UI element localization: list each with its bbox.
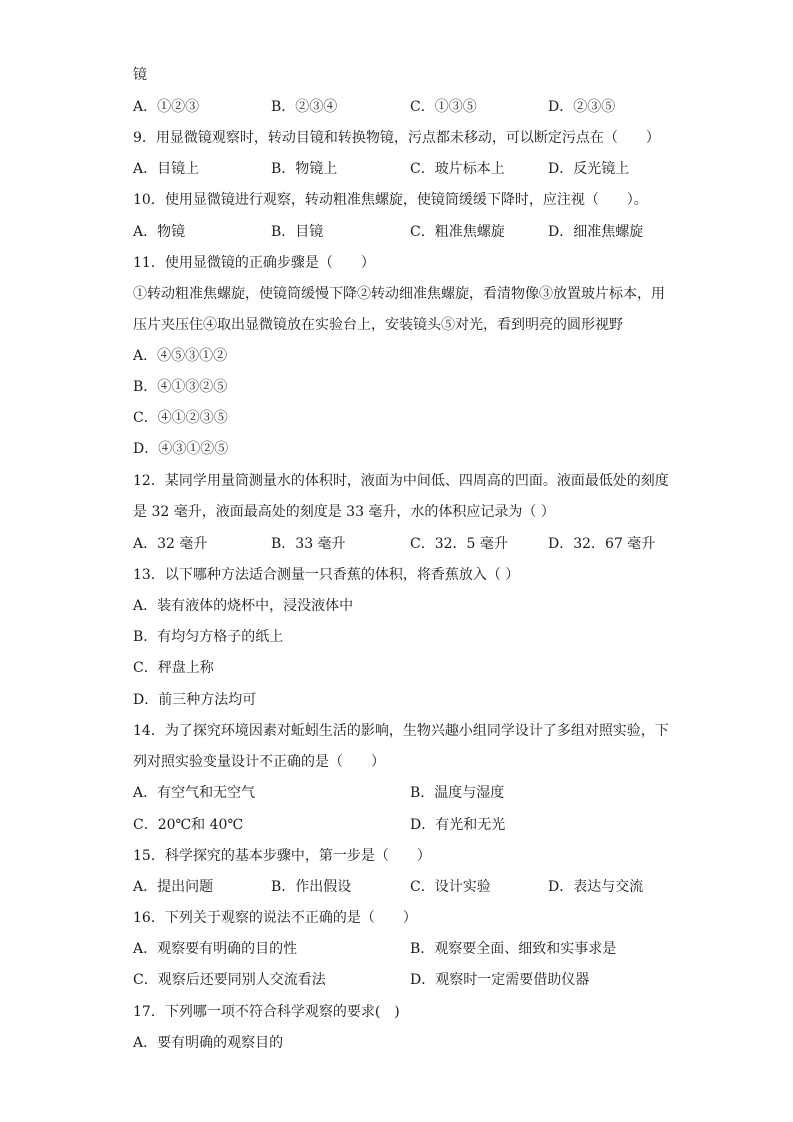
option-c: C．①③⑤ — [410, 99, 477, 115]
option-b: B．②③④ — [271, 99, 338, 115]
option-a: A．有空气和无空气 — [133, 785, 256, 801]
question-10-options — [133, 222, 693, 242]
option-b: B．观察要全面、细致和实事求是 — [410, 941, 617, 957]
question-11-option-b: B．④①③②⑤ — [133, 379, 228, 395]
option-d: D．32．67 毫升 — [548, 536, 656, 552]
option-b: B．物镜上 — [271, 161, 338, 177]
option-d: D．有光和无光 — [410, 817, 506, 833]
option-c: C．玻片标本上 — [410, 161, 505, 177]
option-b: B．作出假设 — [271, 879, 352, 895]
option-c: C．设计实验 — [410, 879, 491, 895]
question-15-stem: 15．科学探究的基本步骤中，第一步是（ ） — [133, 848, 431, 864]
question-17-option-a: A．要有明确的观察目的 — [133, 1035, 284, 1051]
question-13-option-d: D．前三种方法均可 — [133, 692, 257, 708]
option-a: A．提出问题 — [133, 879, 214, 895]
question-16-options-row-2 — [133, 970, 693, 990]
question-8-stem-fragment: 镜 — [133, 67, 147, 83]
option-c: C．32．5 毫升 — [410, 536, 508, 552]
question-10-stem: 10．使用显微镜进行观察，转动粗准焦螺旋，使镜筒缓缓下降时，应注视（ ）。 — [133, 192, 648, 208]
question-15-options — [133, 877, 693, 897]
question-9-stem: 9．用显微镜观察时，转动目镜和转换物镜，污点都未移动，可以断定污点在（ ） — [133, 130, 660, 146]
question-9-options — [133, 159, 693, 179]
question-13-option-b: B．有均匀方格子的纸上 — [133, 629, 284, 645]
option-b: B．温度与湿度 — [410, 785, 505, 801]
option-c: C．粗准焦螺旋 — [410, 224, 505, 240]
question-11-option-a: A．④⑤③①② — [133, 348, 228, 364]
option-a: A．观察要有明确的目的性 — [133, 941, 298, 957]
option-a: A．32 毫升 — [133, 536, 208, 552]
option-d: D．表达与交流 — [548, 879, 644, 895]
option-d: D．细准焦螺旋 — [548, 224, 644, 240]
option-b: B．目镜 — [271, 224, 324, 240]
question-12-options — [133, 534, 693, 554]
question-14-stem-line-2: 列对照实验变量设计不正确的是（ ） — [133, 754, 385, 770]
question-14-stem-line-1: 14．为了探究环境因素对蚯蚓生活的影响，生物兴趣小组同学设计了多组对照实验，下 — [133, 723, 669, 739]
option-c: C．20℃和 40℃ — [133, 817, 244, 833]
question-14-options-row-1 — [133, 783, 693, 803]
question-11-option-d: D．④③①②⑤ — [133, 441, 229, 457]
option-a: A．物镜 — [133, 224, 186, 240]
question-11-option-c: C．④①②③⑤ — [133, 410, 228, 426]
question-12-stem-line-2: 是 32 毫升，液面最高处的刻度是 33 毫升，水的体积应记录为（ ） — [133, 504, 555, 520]
question-14-options-row-2 — [133, 815, 693, 835]
option-d: D．②③⑤ — [548, 99, 616, 115]
option-d: D．观察时一定需要借助仪器 — [410, 972, 590, 988]
question-13-stem: 13．以下哪种方法适合测量一只香蕉的体积，将香蕉放入（ ） — [133, 567, 520, 583]
question-12-stem-line-1: 12．某同学用量筒测量水的体积时，液面为中间低、四周高的凹面。液面最低处的刻度 — [133, 473, 669, 489]
question-11-steps-line-1: ①转动粗准焦螺旋，使镜筒缓慢下降②转动细准焦螺旋，看清物像③放置玻片标本，用 — [133, 286, 665, 302]
question-8-options — [133, 97, 693, 117]
question-17-stem: 17．下列哪一项不符合科学观察的要求( ) — [133, 1004, 400, 1020]
option-a: A．①②③ — [133, 99, 200, 115]
question-16-options-row-1 — [133, 939, 693, 959]
question-13-option-c: C．秤盘上称 — [133, 660, 214, 676]
option-d: D．反光镜上 — [548, 161, 630, 177]
question-16-stem: 16．下列关于观察的说法不正确的是（ ） — [133, 910, 417, 926]
option-b: B．33 毫升 — [271, 536, 346, 552]
question-13-option-a: A．装有液体的烧杯中，浸没液体中 — [133, 598, 354, 614]
option-a: A．目镜上 — [133, 161, 200, 177]
question-11-stem: 11．使用显微镜的正确步骤是（ ） — [133, 255, 375, 271]
question-11-steps-line-2: 压片夹压住④取出显微镜放在实验台上，安装镜头⑤对光，看到明亮的圆形视野 — [133, 317, 623, 333]
option-c: C．观察后还要同别人交流看法 — [133, 972, 326, 988]
